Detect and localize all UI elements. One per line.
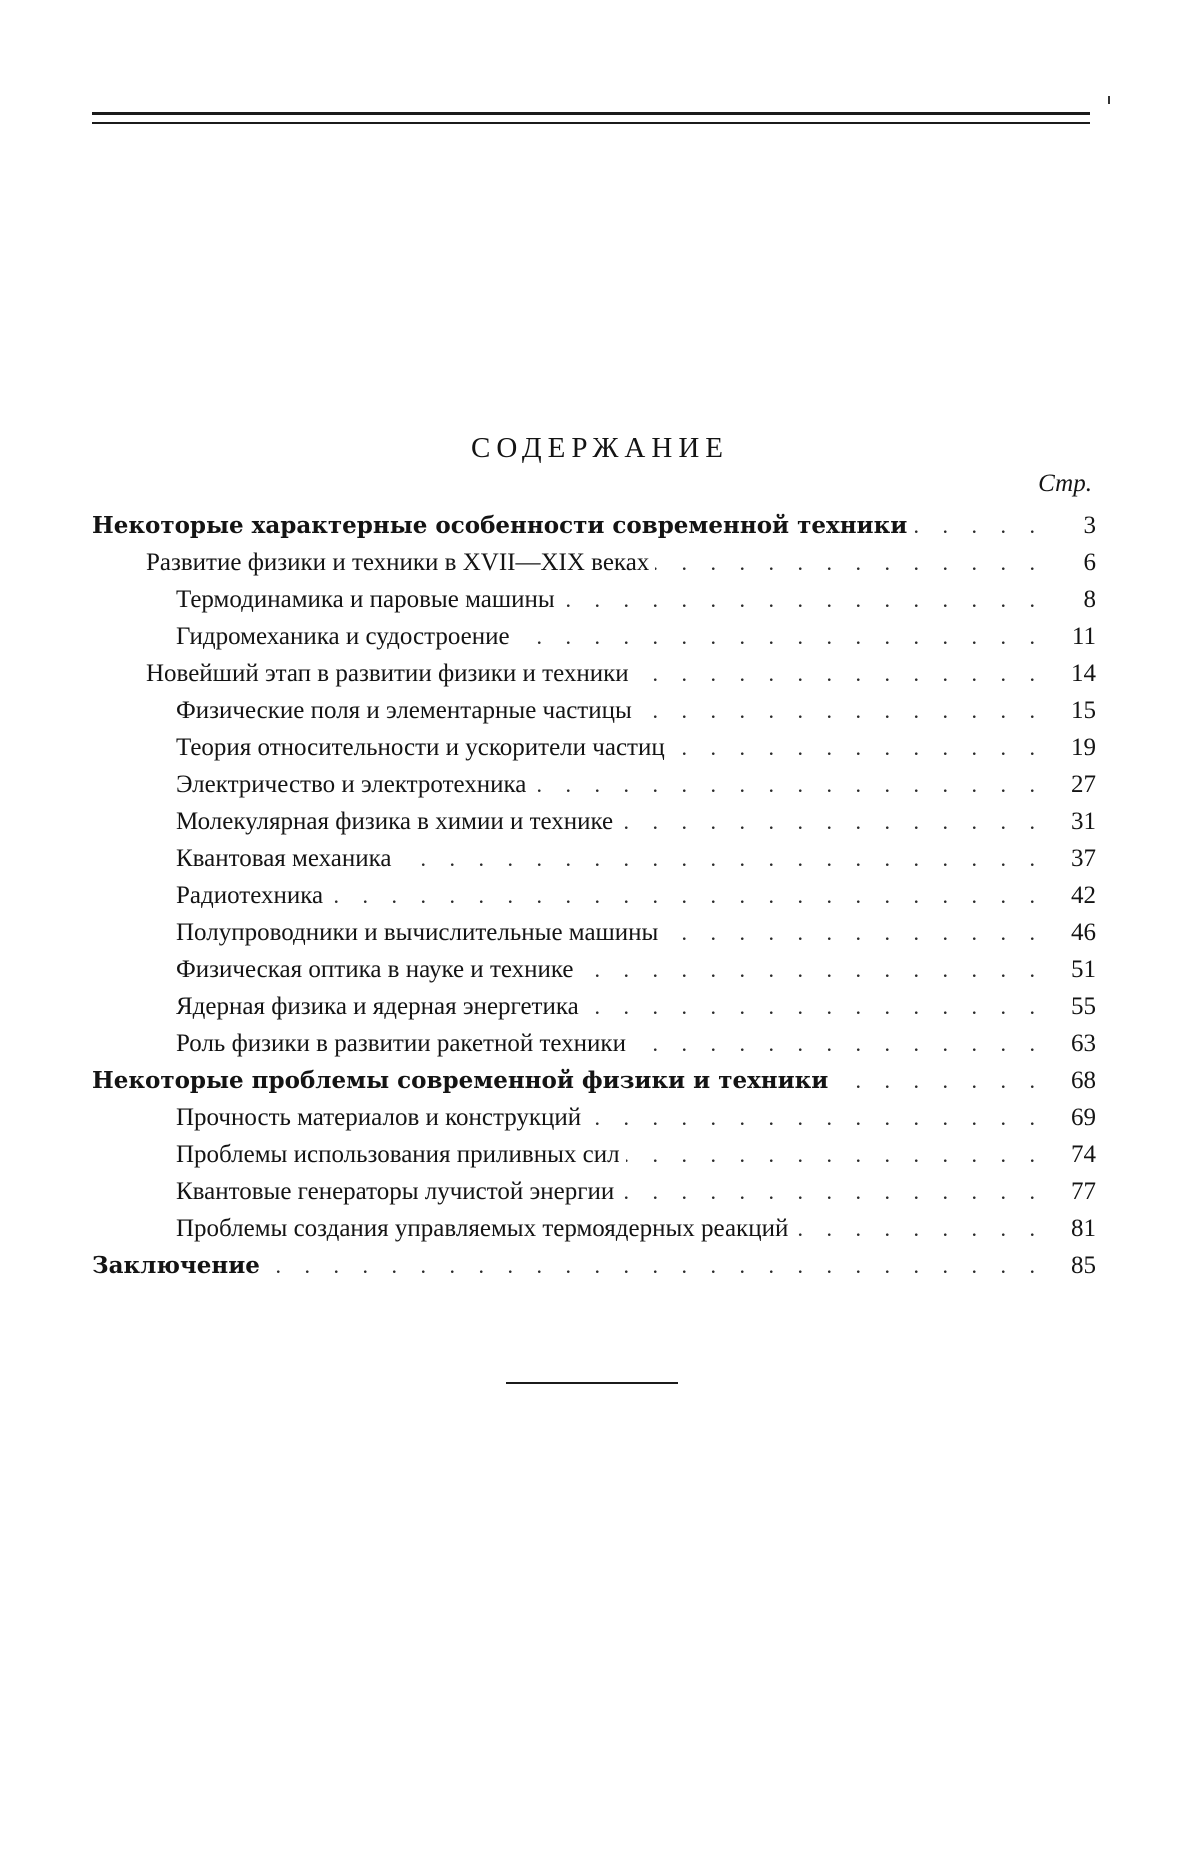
toc-entry-page-number: 68	[1071, 1067, 1096, 1094]
toc-entry-page-number: 19	[1071, 734, 1096, 761]
toc-entry-page-number: 51	[1071, 956, 1096, 983]
toc-entry	[92, 618, 1096, 655]
toc-entry	[92, 507, 1096, 544]
toc-dot-leader	[638, 692, 1044, 729]
toc-entry-title: Роль физики в развитии ракетной техники	[176, 1030, 626, 1057]
toc-entry	[92, 951, 1096, 988]
toc-dot-leader	[587, 1099, 1044, 1136]
toc-entry	[92, 803, 1096, 840]
toc-dot-leader	[561, 581, 1044, 618]
toc-entry-title: Электричество и электротехника	[176, 771, 527, 798]
toc-entry-title: Ядерная физика и ядерная энергетика	[176, 993, 579, 1020]
toc-entry-title: Новейший этап в развитии физики и техники	[146, 660, 629, 687]
header-rule-top-line	[92, 112, 1090, 115]
footer-rule	[506, 1382, 678, 1384]
toc-entry	[92, 840, 1096, 877]
toc-entry-title: Гидромеханика и судостроение	[176, 623, 510, 650]
toc-entry-page-number: 55	[1071, 993, 1096, 1020]
toc-entry-page-number: 37	[1071, 845, 1096, 872]
toc-dot-leader	[671, 729, 1044, 766]
corner-mark	[1108, 96, 1110, 104]
toc-entry-page-number: 63	[1071, 1030, 1096, 1057]
toc-entry	[92, 877, 1096, 914]
toc-entry-page-number: 27	[1071, 771, 1096, 798]
toc-entry-title: Квантовая механика	[176, 845, 392, 872]
toc-entry-page-number: 42	[1071, 882, 1096, 909]
toc-entry-page-number: 69	[1071, 1104, 1096, 1131]
toc-entry-title: Проблемы создания управляемых термоядерных реакций	[176, 1215, 789, 1242]
toc-dot-leader	[516, 618, 1044, 655]
toc-entry	[92, 914, 1096, 951]
toc-entry	[92, 544, 1096, 581]
toc-entry-page-number: 8	[1083, 586, 1096, 613]
toc-dot-leader	[398, 840, 1044, 877]
toc-dot-leader	[329, 877, 1044, 914]
toc-entry-page-number: 6	[1083, 549, 1096, 576]
toc-dot-leader	[632, 1025, 1044, 1062]
toc-entry-title: Физическая оптика в науке и технике	[176, 956, 574, 983]
toc-entry-page-number: 74	[1071, 1141, 1096, 1168]
toc-dot-leader	[834, 1062, 1044, 1099]
toc-dot-leader	[580, 951, 1044, 988]
toc-entry-title: Полупроводники и вычислительные машины	[176, 919, 659, 946]
toc-entry-title: Развитие физики и техники в XVII—XIX веках	[146, 549, 650, 576]
toc-entry	[92, 1136, 1096, 1173]
toc-entry-title: Термодинамика и паровые машины	[176, 586, 555, 613]
toc-entry-page-number: 11	[1071, 623, 1096, 650]
toc-entry	[92, 1210, 1096, 1247]
toc-dot-leader	[585, 988, 1044, 1025]
toc-entry	[92, 692, 1096, 729]
toc-entry-title: Некоторые характерные особенности современной техники	[92, 512, 908, 539]
toc-entry-page-number: 46	[1071, 919, 1096, 946]
toc-title: СОДЕРЖАНИЕ	[471, 432, 729, 464]
toc-entry	[92, 766, 1096, 803]
toc-dot-leader	[626, 1136, 1044, 1173]
header-double-rule	[92, 112, 1090, 130]
toc-dot-leader	[266, 1247, 1044, 1284]
toc-entry	[92, 988, 1096, 1025]
header-rule-bottom-line	[92, 122, 1090, 124]
toc-entry-title: Проблемы использования приливных сил	[176, 1141, 620, 1168]
toc-entry-title: Заключение	[92, 1252, 260, 1279]
toc-entry-page-number: 15	[1071, 697, 1096, 724]
toc-dot-leader	[619, 803, 1044, 840]
table-of-contents	[92, 507, 1096, 1284]
toc-entry	[92, 1025, 1096, 1062]
toc-entry-page-number: 85	[1071, 1252, 1096, 1279]
toc-entry	[92, 1173, 1096, 1210]
page-column-label: Стр.	[1038, 470, 1092, 497]
toc-dot-leader	[913, 507, 1044, 544]
toc-entry-title: Квантовые генераторы лучистой энергии	[176, 1178, 615, 1205]
toc-dot-leader	[620, 1173, 1044, 1210]
toc-entry	[92, 581, 1096, 618]
toc-dot-leader	[794, 1210, 1044, 1247]
toc-entry-page-number: 14	[1071, 660, 1096, 687]
toc-entry-page-number: 31	[1071, 808, 1096, 835]
toc-entry	[92, 655, 1096, 692]
toc-entry	[92, 729, 1096, 766]
toc-dot-leader	[635, 655, 1044, 692]
toc-entry-title: Теория относительности и ускорители частиц	[176, 734, 665, 761]
toc-dot-leader	[532, 766, 1044, 803]
toc-entry-page-number: 3	[1083, 512, 1096, 539]
toc-entry-title: Радиотехника	[176, 882, 324, 909]
toc-dot-leader	[664, 914, 1044, 951]
toc-entry-title: Молекулярная физика в химии и технике	[176, 808, 614, 835]
toc-entry-page-number: 81	[1071, 1215, 1096, 1242]
toc-entry-page-number: 77	[1071, 1178, 1096, 1205]
toc-entry	[92, 1062, 1096, 1099]
toc-entry	[92, 1099, 1096, 1136]
toc-entry-title: Физические поля и элементарные частицы	[176, 697, 632, 724]
toc-entry	[92, 1247, 1096, 1284]
toc-entry-title: Прочность материалов и конструкций	[176, 1104, 582, 1131]
toc-entry-title: Некоторые проблемы современной физики и техники	[92, 1067, 829, 1094]
toc-dot-leader	[655, 544, 1044, 581]
